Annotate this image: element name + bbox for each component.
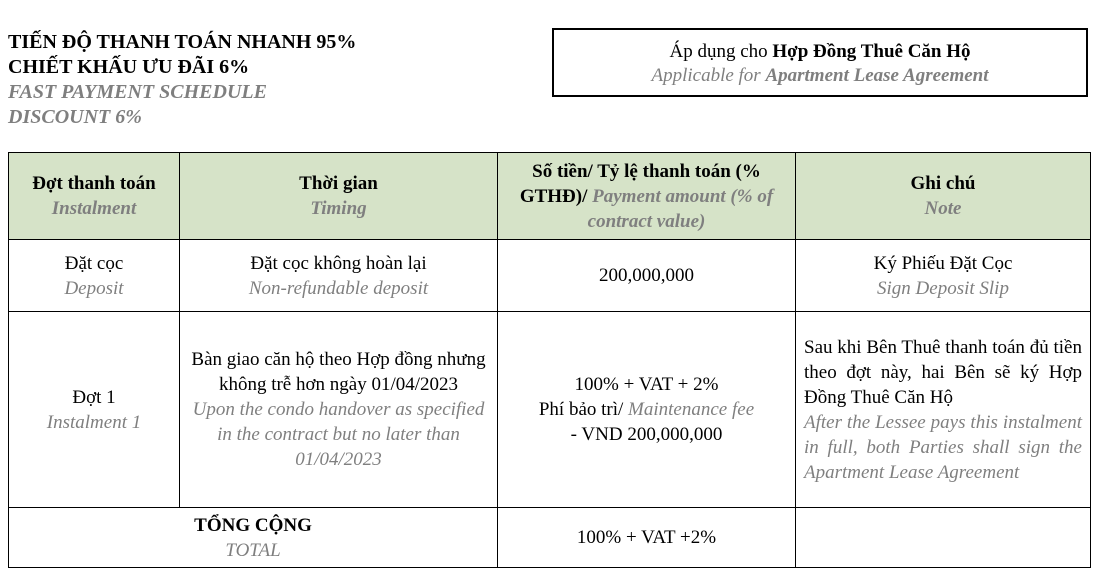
header-timing-vi: Thời gian (299, 173, 378, 194)
row-instalment1-timing (180, 312, 498, 508)
deposit-timing-vi: Đặt cọc không hoàn lại (250, 252, 427, 274)
table-header-row (9, 153, 1091, 240)
table-row (9, 240, 1091, 312)
applicability-vi-contract: Hợp Đồng Thuê Căn Hộ (772, 41, 971, 62)
header-amount-en: Payment amount (% of contract value) (587, 185, 774, 232)
row-deposit-timing (180, 240, 498, 312)
payment-schedule-table (8, 152, 1091, 568)
deposit-instalment-vi: Đặt cọc (64, 252, 124, 274)
header-instalment-vi: Đợt thanh toán (32, 173, 156, 194)
header-note (796, 153, 1091, 240)
instalment1-maintenance-amount: - VND 200,000,000 (570, 424, 723, 445)
deposit-instalment-en: Deposit (64, 277, 124, 299)
table-row (9, 312, 1091, 508)
applicability-vi-prefix: Áp dụng cho (669, 41, 773, 62)
title-en-line-2: DISCOUNT 6% (8, 106, 142, 128)
maintenance-label-en: Maintenance fee (628, 399, 755, 420)
applicability-en (554, 64, 1086, 88)
deposit-note-en: Sign Deposit Slip (877, 277, 1009, 299)
header-timing (180, 153, 498, 240)
header-timing-en: Timing (310, 198, 367, 219)
instalment1-timing-en: Upon the condo handover as specified in the contract but no later than 01/04/2023 (192, 399, 485, 470)
header-note-en: Note (924, 198, 962, 219)
instalment1-timing-vi: Bàn giao căn hộ theo Hợp đồng nhưng không trễ hơn ngày 01/04/2023 (191, 349, 486, 395)
row-instalment1-instalment (9, 312, 180, 508)
applicability-box (552, 28, 1088, 97)
total-label-vi: TỔNG CỘNG (194, 514, 312, 536)
applicability-vi (554, 40, 1086, 64)
total-amount: 100% + VAT +2% (576, 527, 717, 548)
title-en-line-1: FAST PAYMENT SCHEDULE (8, 81, 267, 103)
header-note-vi: Ghi chú (910, 173, 976, 194)
row-deposit-note (796, 240, 1091, 312)
deposit-amount: 200,000,000 (599, 265, 694, 286)
title-vi-line-1: TIẾN ĐỘ THANH TOÁN NHANH 95% (8, 31, 357, 53)
instalment1-note-en: After the Lessee pays this instalment in full, both Parties shall sign the Apartment Lease Agreement (804, 411, 1082, 483)
header-instalment-en: Instalment (51, 198, 137, 219)
row-instalment1-note (796, 312, 1091, 508)
instalment1-instalment-vi: Đợt 1 (72, 386, 116, 408)
row-deposit-instalment (9, 240, 180, 312)
instalment1-maintenance (506, 397, 787, 422)
total-note-cell (796, 508, 1091, 568)
title-vi-line-2: CHIẾT KHẤU ƯU ĐÃI 6% (8, 56, 250, 78)
instalment1-note-vi: Sau khi Bên Thuê thanh toán đủ tiền theo đợt này, hai Bên sẽ ký Hợp Đồng Thuê Căn Hộ (804, 336, 1082, 408)
total-label-en: TOTAL (225, 539, 281, 561)
deposit-timing-en: Non-refundable deposit (248, 277, 429, 299)
header-amount-vi: Số tiền/ Tỷ lệ thanh toán (% GTHĐ)/ (519, 160, 761, 207)
applicability-en-contract: Apartment Lease Agreement (765, 65, 989, 86)
maintenance-label-vi: Phí bảo trì/ (538, 399, 629, 420)
header-instalment (9, 153, 180, 240)
table-total-row (9, 508, 1091, 568)
total-label (9, 508, 498, 568)
applicability-en-prefix: Applicable for (651, 65, 766, 86)
deposit-note-vi: Ký Phiếu Đặt Cọc (873, 252, 1013, 274)
row-instalment1-amount (498, 312, 796, 508)
document-heading (8, 30, 356, 130)
total-amount-cell (498, 508, 796, 568)
header-amount (498, 153, 796, 240)
instalment1-instalment-en: Instalment 1 (46, 411, 142, 433)
instalment1-amount-rate: 100% + VAT + 2% (574, 374, 719, 395)
row-deposit-amount (498, 240, 796, 312)
